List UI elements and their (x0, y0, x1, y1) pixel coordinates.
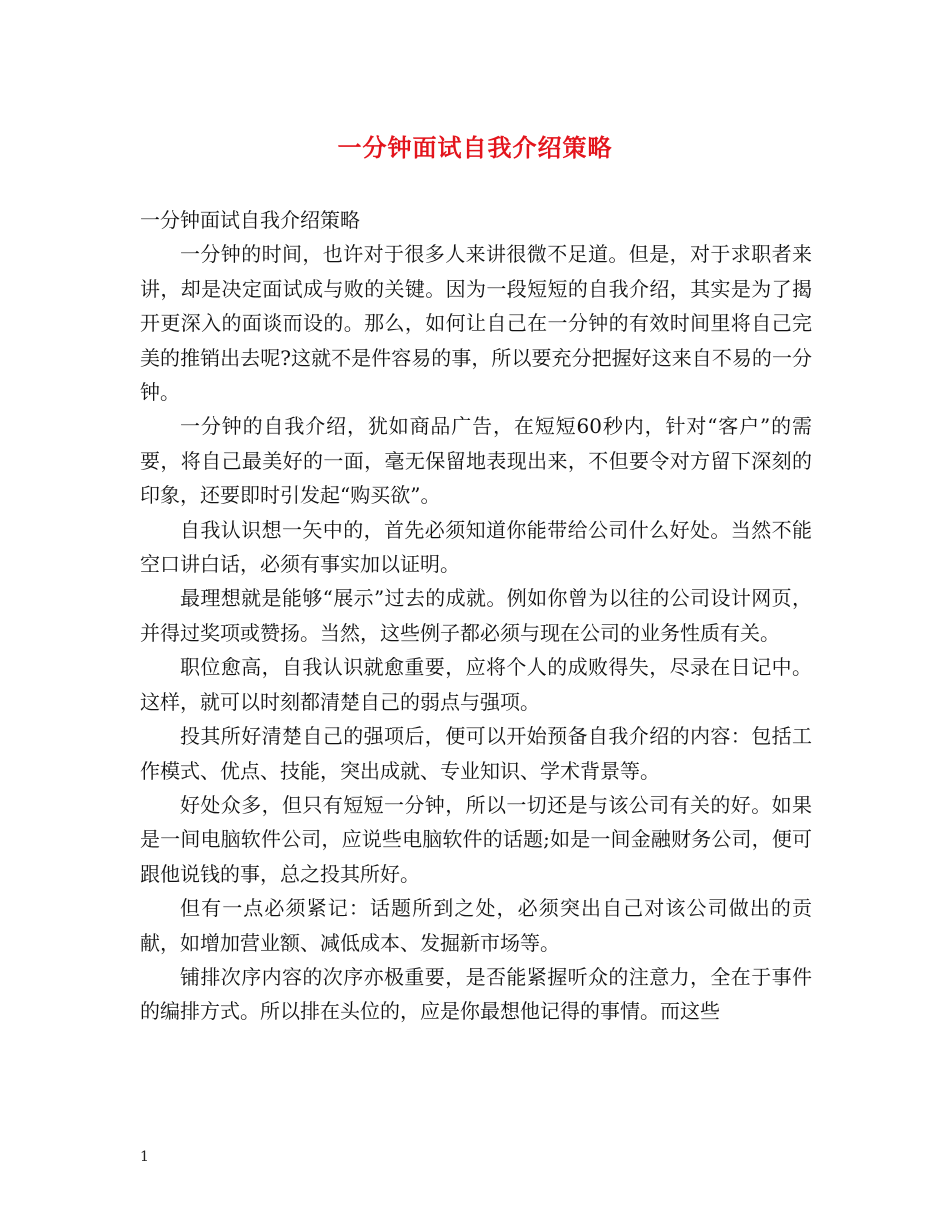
body-paragraph: 职位愈高，自我认识就愈重要，应将个人的成败得失，尽录在日记中。这样，就可以时刻都清楚自己的弱点与强项。 (140, 655, 812, 714)
body-paragraph: 一分钟的自我介绍，犹如商品广告，在短短60秒内，针对“客户”的需要，将自己最美好的一面，毫无保留地表现出来，不但要令对方留下深刻的印象，还要即时引发起“购买欲”。 (140, 414, 812, 508)
document-subtitle: 一分钟面试自我介绍策略 (140, 208, 360, 232)
body-paragraph: 投其所好清楚自己的强项后，便可以开始预备自我介绍的内容：包括工作模式、优点、技能，突出成就、专业知识、学术背景等。 (140, 724, 812, 783)
body-paragraph: 铺排次序内容的次序亦极重要，是否能紧握听众的注意力，全在于事件的编排方式。所以排在头位的，应是你最想他记得的事情。而这些 (140, 964, 812, 1024)
page-number: 1 (140, 1149, 149, 1165)
document-title: 一分钟面试自我介绍策略 (337, 133, 613, 162)
body-paragraph: 但有一点必须紧记：话题所到之处，必须突出自己对该公司做出的贡献，如增加营业额、减低成本、发掘新市场等。 (140, 896, 812, 955)
body-paragraph: 一分钟的时间，也许对于很多人来讲很微不足道。但是，对于求职者来讲，却是决定面试成与败的关键。因为一段短短的自我介绍，其实是为了揭开更深入的面谈而设的。那么，如何让自己在一分钟的有效时间里将自己完美的推销出去呢?这就不是件容易的事，所以要充分把握好这来自不易的一分钟。 (140, 242, 812, 405)
body-paragraph: 好处众多，但只有短短一分钟，所以一切还是与该公司有关的好。如果是一间电脑软件公司，应说些电脑软件的话题;如是一间金融财务公司，便可跟他说钱的事，总之投其所好。 (140, 792, 812, 886)
body-paragraph: 自我认识想一矢中的，首先必须知道你能带给公司什么好处。当然不能空口讲白话，必须有事实加以证明。 (140, 517, 812, 577)
document-body (140, 203, 812, 1029)
body-paragraph: 最理想就是能够“展示”过去的成就。例如你曾为以往的公司设计网页，并得过奖项或赞扬。当然，这些例子都必须与现在公司的业务性质有关。 (140, 586, 812, 645)
